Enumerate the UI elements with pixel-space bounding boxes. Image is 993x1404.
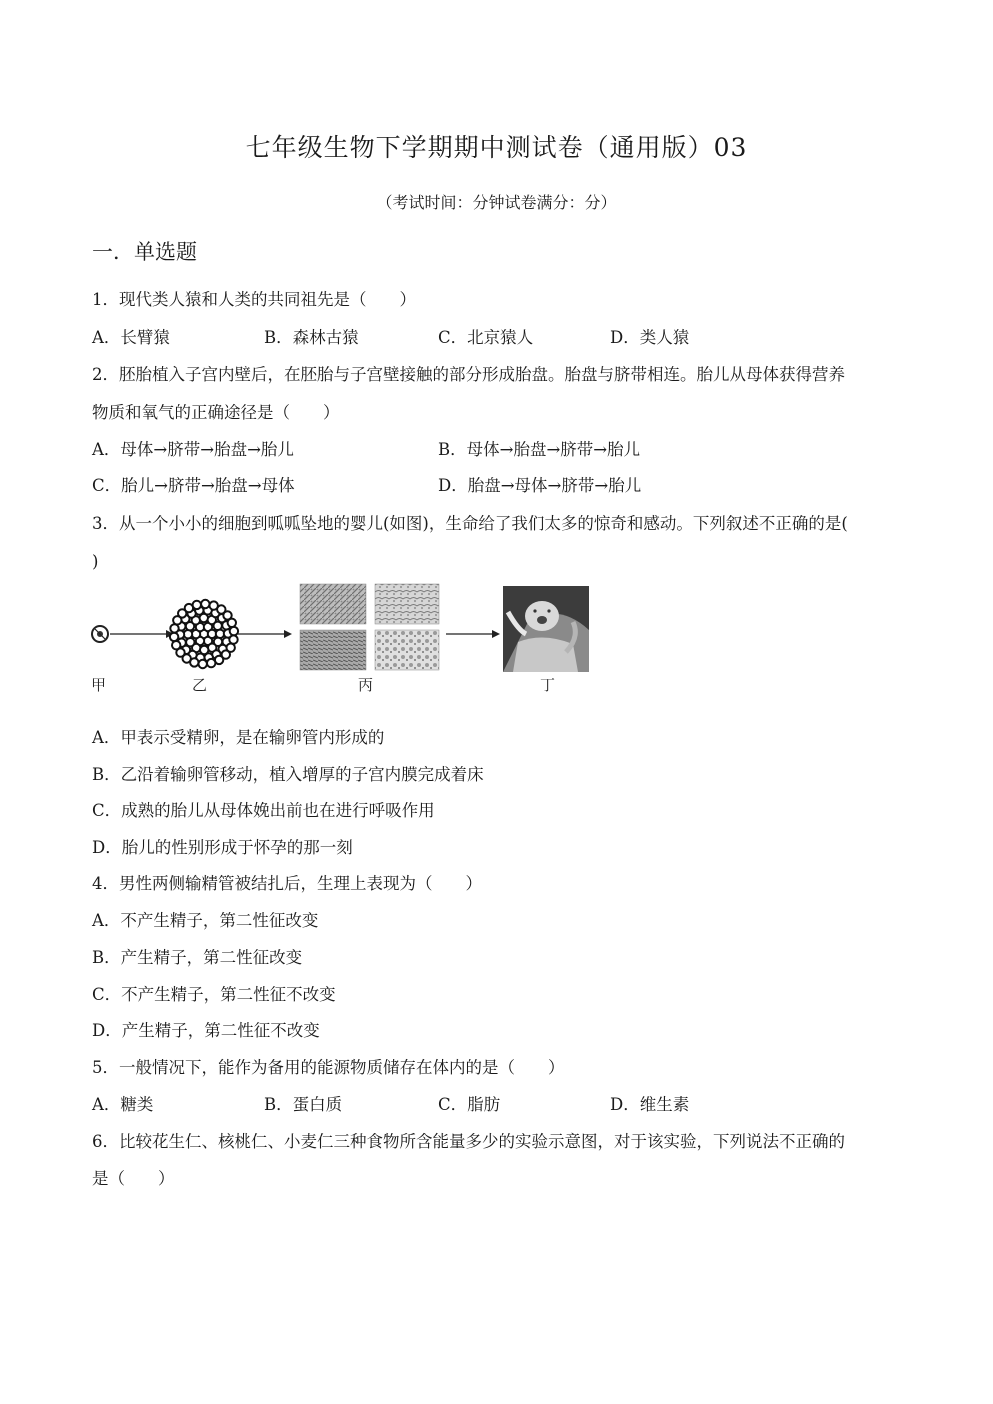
question-2-option-a: A．母体→脐带→胎盘→胎儿 <box>92 440 294 459</box>
question-4-stem: 4．男性两侧输精管被结扎后，生理上表现为（ ） <box>92 874 482 893</box>
question-3-stem-line-2: ) <box>92 552 99 571</box>
development-figure <box>88 582 598 700</box>
question-1-stem: 1．现代类人猿和人类的共同祖先是（ ） <box>92 290 416 309</box>
question-2-option-d: D．胎盘→母体→脐带→胎儿 <box>438 476 642 495</box>
question-2-option-b: B．母体→胎盘→脐带→胎儿 <box>438 440 641 459</box>
question-4-option-b: B．产生精子，第二性征改变 <box>92 948 303 967</box>
question-2-stem-line-1: 2．胚胎植入子宫内壁后，在胚胎与子宫壁接触的部分形成胎盘。胎盘与脐带相连。胎儿从母体获得营养 <box>92 365 845 384</box>
question-4-option-d: D．产生精子，第二性征不改变 <box>92 1021 320 1040</box>
label-yi: 乙 <box>192 676 208 694</box>
question-5-option-b: B．蛋白质 <box>264 1095 343 1114</box>
cluster-cell <box>228 619 236 627</box>
tissue-image-1 <box>300 584 366 624</box>
arrow-head-2 <box>284 630 292 638</box>
question-5-option-c: C．脂肪 <box>438 1095 501 1114</box>
tissue-image-4 <box>375 630 439 670</box>
tissue-image-3 <box>300 630 366 670</box>
cluster-cell <box>173 616 181 624</box>
section-heading: 一．单选题 <box>92 240 197 264</box>
question-6-stem-line-1: 6．比较花生仁、核桃仁、小麦仁三种食物所含能量多少的实验示意图，对于该实验，下列说法不正确的 <box>92 1132 845 1151</box>
question-6-stem-line-2: 是（ ） <box>92 1169 175 1188</box>
question-3-option-b: B．乙沿着输卵管移动，植入增厚的子宫内膜完成着床 <box>92 765 484 784</box>
development-diagram <box>88 582 598 700</box>
question-1-option-a: A．长臂猿 <box>92 328 170 347</box>
cluster-cell <box>230 627 238 635</box>
cluster-cell <box>199 660 207 668</box>
question-5-option-a: A．糖类 <box>92 1095 154 1114</box>
page-title: 七年级生物下学期期中测试卷（通用版）03 <box>245 133 748 162</box>
label-jia: 甲 <box>91 676 107 694</box>
tissue-image-2 <box>375 584 439 624</box>
cluster-cell <box>170 633 178 641</box>
exam-info: （考试时间：分钟试卷满分：分） <box>376 193 617 212</box>
cluster-cell <box>207 659 215 667</box>
question-3-option-d: D．胎儿的性别形成于怀孕的那一刻 <box>92 838 353 857</box>
question-5-stem: 5．一般情况下，能作为备用的能源物质储存在体内的是（ ） <box>92 1058 565 1077</box>
question-3-option-c: C．成熟的胎儿从母体娩出前也在进行呼吸作用 <box>92 801 435 820</box>
cluster-cell <box>172 641 180 649</box>
question-5-option-d: D．维生素 <box>610 1095 690 1114</box>
cluster-cell <box>193 601 201 609</box>
cluster-cell <box>201 600 209 608</box>
question-2-option-c: C．胎儿→脐带→胎盘→母体 <box>92 476 295 495</box>
question-1-option-c: C．北京猿人 <box>438 328 534 347</box>
question-1-option-d: D．类人猿 <box>610 328 690 347</box>
question-2-stem-line-2: 物质和氧气的正确途径是（ ） <box>92 403 340 422</box>
question-3-stem-line-1: 3．从一个小小的细胞到呱呱坠地的婴儿(如图)，生命给了我们太多的惊奇和感动。下列叙述不正确的是( <box>92 514 848 533</box>
arrow-head-3 <box>492 630 500 638</box>
question-4-option-c: C．不产生精子，第二性征不改变 <box>92 985 336 1004</box>
question-3-option-a: A．甲表示受精卵，是在输卵管内形成的 <box>92 728 385 747</box>
question-1-option-b: B．森林古猿 <box>264 328 359 347</box>
label-bing: 丙 <box>358 676 374 694</box>
zygote-cell <box>92 626 108 642</box>
question-4-option-a: A．不产生精子，第二性征改变 <box>92 911 319 930</box>
label-ding: 丁 <box>540 676 556 694</box>
cell-cluster <box>170 600 238 668</box>
baby-photo <box>503 586 589 672</box>
